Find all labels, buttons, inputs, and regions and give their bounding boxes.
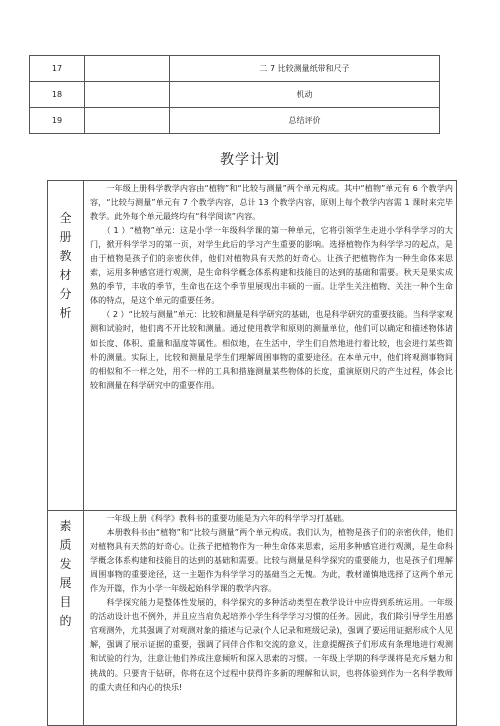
lesson-number: 19: [30, 108, 85, 134]
paragraph: 科学探究能力是整体性发展的，科学探究的多种活动类型在教学设计中应得到系统运用。一年级的活动设计也不例外，并且应当肩负起培养小学生科学学习习惯的任务。因此，我们除引导学生用感官观测外，尤其强调了对观测对象的描述与记录(个人记录和班级记录)，强调了要运用证据形成个人见解，强调了展示证据的重要，强调了同伴合作和交流的意义，注意提醒孩子们形成有条理地进行观测和试验的行为，注意让他们养成注意倾听和深入思索的习惯。一年级上学期的科学课将是充斥魅力和挑战的。只要肯于钻研，你将在这个过程中获得许多新的理解和认识，也将体验到作为一名科学教师的重大责任和内心的快乐!: [90, 597, 453, 692]
section-heading: [48, 181, 84, 511]
table-row: [30, 82, 440, 108]
heading-char: 的: [59, 614, 72, 628]
paragraph: 本册教科书由“植物”和“比较与测量”两个单元构成。我们认为，植物是孩子们的亲密伙伴，他们对植物具有天然的好奇心。让孩子把植物作为一种生命体来思索，运用多种感官进行观测，是生命科学概念体系构建和技能目的达到的基础和需要。比较与测量是科学探究的重要能力，也是孩子们理解周围事物的重要途径，这一主题作为科学学习的基础当之无愧。为此，教材谨慎地选择了这两个单元作为开篇，作为小学一年级起始科学课的教学内容。: [90, 527, 453, 594]
lesson-number: 17: [30, 56, 85, 82]
heading-char: 分: [59, 287, 72, 301]
heading-char: 展: [59, 576, 72, 590]
paragraph: （ 2 ）“比较与测量”单元：比较和测量是科学研究的基础，也是科学研究的重要技能。当科学家观测和试验时，他们离不开比较和测量。通过使用教学和原则的测量单位，他们可以确定和描述物体诸如长度、体积、重量和温度等属性。相似地，在生活中，学生们自然地进行着比较，也会进行某些简朴的测量。实际上，比较和测量是学生们理解周围事物的重要途径。在本单元中，他们将观测事物间的相似和不一样之处，用不一样的工具和措施测量某些物体的长度，重演原则尺的产生过程，体会比较和测量在科学研究中的重要作用。: [90, 309, 453, 390]
heading-char: 册: [59, 230, 72, 244]
paragraph: （ 1 ）“植物”单元：这是小学一年级科学课的第一种单元，它将引领学生走进小学科学学习的大门，掀开科学学习的第一页，对学生此后的学习产生重要的影响。选择植物作为科学学习的起点，是由于植物是孩子们的亲密伙伴，他们对植物具有天然的好奇心。让孩子把植物作为一种生命体来思索，运用多种感官进行观测，是生命科学概念体系构建和技能目的达到的基础和需要。秋天是果实成熟的季节，丰收的季节，生命也在这个季节里展现出丰硕的一面。让学生关注植物、关注一种个生命体的特点，是这个单元的重要任务。: [90, 225, 453, 306]
heading-char: 发: [59, 557, 72, 571]
empty-cell: [85, 82, 170, 108]
table-row: [48, 511, 457, 726]
teaching-plan-table: [47, 180, 457, 726]
table-row: [30, 56, 440, 82]
schedule-table: [29, 55, 440, 134]
empty-cell: [85, 56, 170, 82]
table-row: [30, 108, 440, 134]
lesson-content: 总结评价: [170, 108, 440, 134]
paragraph: 一年级上册《科学》教科书的重要功能是为六年的科学学习打基础。: [90, 513, 350, 523]
paragraph: 一年级上册科学教学内容由“植物”和“比较与测量”两个单元构成。其中“植物”单元有 6 个教学内容，“比较与测量”单元有 7 个教学内容，总计 13 个教学内容，原则上每个教学内容需 1 课时来完毕教学。此外每个单元最终均有“科学阅读”内容。: [90, 183, 453, 222]
section-heading: [48, 511, 84, 726]
empty-cell: [85, 108, 170, 134]
section-content: [84, 181, 457, 511]
heading-char: 质: [59, 538, 72, 552]
page-title: 教学计划: [220, 152, 280, 168]
lesson-number: 18: [30, 82, 85, 108]
section-content: [84, 511, 457, 726]
heading-char: 教: [59, 249, 72, 263]
lesson-content: 二 7 比较测量纸带和尺子: [170, 56, 440, 82]
lesson-content: 机动: [170, 82, 440, 108]
heading-char: 素: [59, 519, 72, 533]
table-row: [48, 181, 457, 511]
heading-char: 材: [59, 268, 72, 282]
heading-char: 目: [59, 595, 72, 609]
heading-char: 全: [59, 211, 72, 225]
heading-char: 析: [59, 306, 72, 320]
